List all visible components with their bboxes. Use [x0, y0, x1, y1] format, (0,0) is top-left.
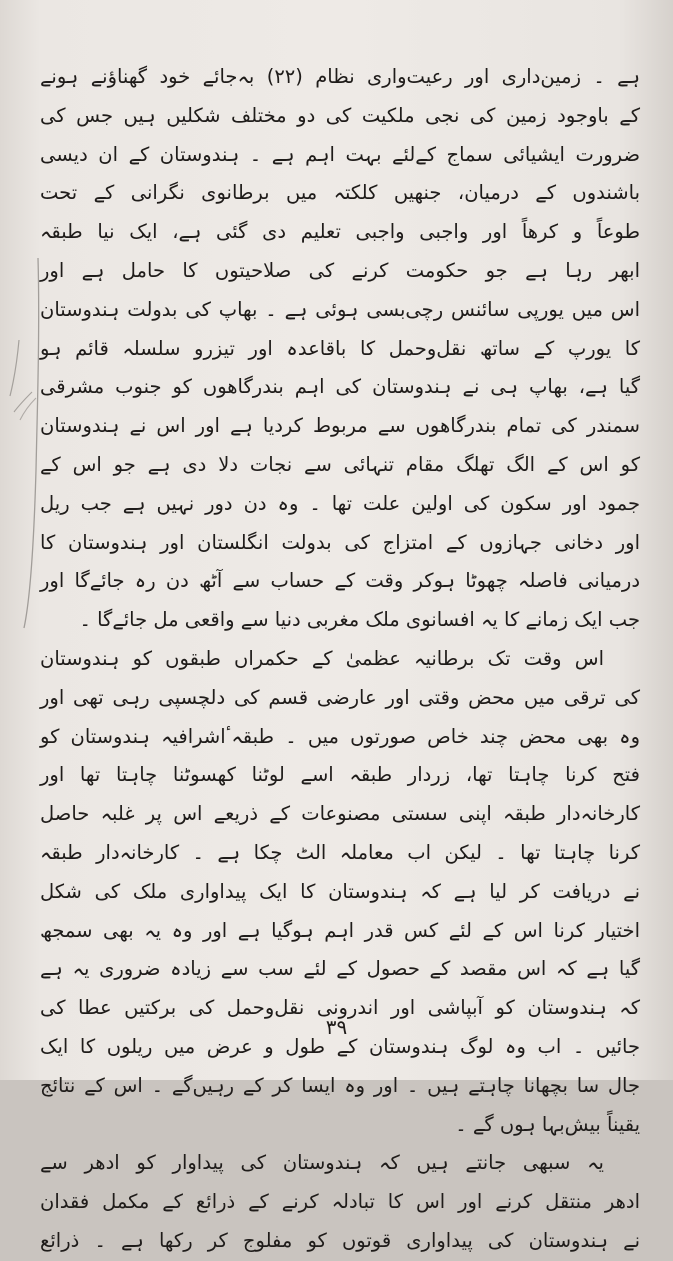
- text-line: کی ترقی میں محض وقتی اور عارضی قسم کی دلچسپی رہی تھی اور: [40, 685, 640, 709]
- urdu-text-block: [40, 58, 640, 1261]
- text-line: کو اس کے الگ تھلگ مقام تنہائی سے نجات دلا دی ہے جو اس کے: [40, 452, 640, 476]
- text-line: فتح کرنا چاہتا تھا، زردار طبقہ اسے لوٹنا کھسوٹنا چاہتا تھا اور: [40, 763, 640, 787]
- text-line: کا یورپ کے ساتھ نقل‌وحمل کا باقاعدہ اور تیزرو سلسلہ قائم ہو: [40, 336, 640, 360]
- text-line: اس میں یورپی سائنس رچی‌بسی ہوئی ہے ۔ بھاپ کی بدولت ہندوستان: [40, 297, 640, 321]
- text-line: نے ہندوستان کی پیداواری قوتوں کو مفلوج کر رکھا ہے ۔ ذرائع: [40, 1228, 640, 1252]
- text-line: یقیناً بیش‌بہا ہوں گے ۔: [455, 1112, 640, 1136]
- text-line: وہ بھی محض چند خاص صورتوں میں ۔ طبقہٴ‌اشرافیہ ہندوستان کو: [40, 724, 640, 748]
- text-line: جائیں ۔ اب وہ لوگ ہندوستان کے طول و عرض میں ریلوں کا ایک: [40, 1034, 640, 1058]
- text-line: نے دریافت کر لیا ہے کہ ہندوستان کا ایک پیداواری ملک کی شکل: [40, 879, 640, 903]
- text-line: سمندر کی تمام بندرگاھوں سے مربوط کردیا ہے اور اس نے ہندوستان: [40, 414, 640, 438]
- text-line: درمیانی فاصلہ چھوٹا ہوکر وقت کے حساب سے آٹھ دن رہ جائےگا اور: [40, 569, 640, 593]
- text-line: جال سا بچھانا چاہتے ہیں ۔ اور وہ ایسا کر کے رہیں‌گے ۔ اس کے نتائج: [40, 1073, 640, 1097]
- text-line: یہ سبھی جانتے ہیں کہ ہندوستان کی پیداوار کو ادھر سے: [40, 1151, 604, 1175]
- text-line: طوعاً و کرھاً اور واجبی واجبی تعلیم دی گئی ہے، ایک نیا طبقہ: [40, 220, 640, 244]
- text-line: باشندوں کے درمیان، جنھیں کلکتہ میں برطانوی نگرانی کے تحت: [40, 181, 640, 205]
- text-line: ابھر رہا ہے جو حکومت کرنے کی صلاحیتوں کا حامل ہے اور: [40, 258, 640, 282]
- page-number: ۳۹: [325, 1015, 348, 1039]
- text-line: اختیار کرنا اس کے لئے کس قدر اہم ہوگیا ہے اور وہ یہ بھی سمجھ: [40, 918, 640, 942]
- text-line: گیا ہے کہ اس مقصد کے حصول کے لئے سب سے زیادہ ضروری یہ ہے: [40, 957, 640, 981]
- text-line: اس وقت تک برطانیہ عظمیٰ کے حکمراں طبقوں کو ہندوستان: [40, 646, 604, 670]
- text-line: کہ ہندوستان کو آبپاشی اور اندرونی نقل‌وحمل کی برکتیں عطا کی: [40, 996, 640, 1020]
- text-line: جب ایک زمانے کا یہ افسانوی ملک مغربی دنیا سے واقعی مل جائےگا ۔: [79, 608, 640, 632]
- text-line: ضرورت ایشیائی سماج کےلئے بہت اہم ہے ۔ ہندوستان کے ان دیسی: [40, 142, 640, 166]
- text-line: اور دخانی جہازوں کے امتزاج کی بدولت انگلستان اور ہندوستان کا: [40, 530, 640, 554]
- text-line: ہے ۔ زمین‌داری اور رعیت‌واری نظام (۲۲) بہ‌جائے خود گھناؤنے ہونے: [40, 65, 641, 88]
- text-line: کرنا چاہتا تھا ۔ لیکن اب معاملہ الٹ چکا ہے ۔ کارخانہ‌دار طبقہ: [40, 840, 640, 864]
- text-line: کارخانہ‌دار طبقہ اپنی سستی مصنوعات کے ذریعے اس پر غلبہ حاصل: [40, 802, 640, 826]
- text-line: جمود اور سکون کی اولین علت تھا ۔ وہ دن دور نہیں ہے جب ریل: [40, 491, 640, 515]
- text-line: گیا ہے، بھاپ ہی نے ہندوستان کی اہم بندرگاھوں کو جنوب مشرقی: [40, 375, 640, 399]
- text-line: ادھر منتقل کرنے اور اس کا تبادلہ کرنے کے ذرائع کے مکمل فقدان: [40, 1190, 640, 1214]
- text-line: کے باوجود زمین کی نجی ملکیت کی دو مختلف شکلیں ہیں جس کی: [40, 103, 640, 127]
